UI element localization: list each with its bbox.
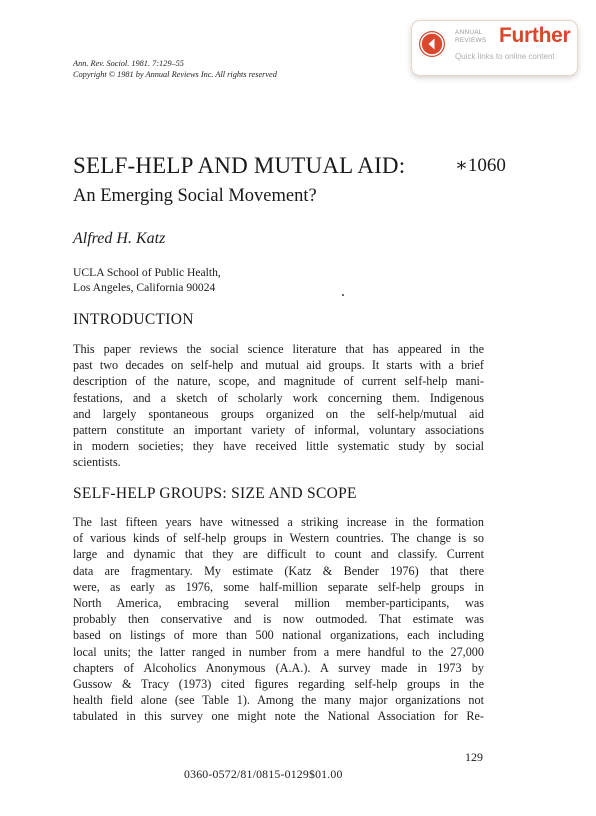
introduction-paragraph xyxy=(73,341,484,471)
text-line: health field alone (see Table 1). Among the many major organizations not xyxy=(73,693,484,708)
article-code: ∗1060 xyxy=(455,155,506,176)
text-line: were, as early as 1976, some half-million separate self-help groups in xyxy=(73,579,484,594)
badge-further-label: Further xyxy=(499,24,571,47)
text-line: The last fifteen years have witnessed a striking increase in the formation xyxy=(73,515,484,529)
journal-citation-block xyxy=(73,58,277,80)
text-line: local units; the latter ranged in number from a mere handful to the 27,000 xyxy=(73,644,484,659)
affiliation-line: Los Angeles, California 90024 xyxy=(73,280,216,294)
section-heading-introduction: INTRODUCTION xyxy=(73,311,194,328)
text-line: festations, and a sketch of scholarly work concerning them. Indigenous xyxy=(73,390,484,405)
text-line: Gussow & Tracy (1973) cited figures regarding self-help groups in the xyxy=(73,676,484,691)
further-reading-badge[interactable] xyxy=(411,20,578,76)
text-line: tabulated in this survey one might note the National Association for Re- xyxy=(73,709,484,724)
badge-publisher xyxy=(455,29,486,45)
affiliation-line: UCLA School of Public Health, xyxy=(73,266,221,279)
text-line: probably then conservative and is now outmoded. That estimate was xyxy=(73,612,484,627)
text-line: scientists. xyxy=(73,455,121,470)
journal-citation: Ann. Rev. Sociol. 1981. 7:129–55 xyxy=(73,59,184,68)
author-name: Alfred H. Katz xyxy=(73,230,166,247)
text-line: and largely spontaneous groups organized on the self-help/mutual aid xyxy=(73,406,484,421)
text-line: based on listings of more than 500 national organizations, each including xyxy=(73,628,484,643)
section-heading-size-and-scope: SELF-HELP GROUPS: SIZE AND SCOPE xyxy=(73,485,357,502)
text-line: chapters of Alcoholics Anonymous (A.A.). A survey made in 1973 by xyxy=(73,660,484,675)
footer-code: 0360-0572/81/0815-0129$01.00 xyxy=(184,767,343,781)
badge-annual-label: ANNUAL xyxy=(455,29,483,36)
text-line: past two decades on self-help and mutual aid groups. It starts with a brief xyxy=(73,358,484,373)
article-subtitle: An Emerging Social Movement? xyxy=(73,186,317,206)
copyright-notice: Copyright © 1981 by Annual Reviews Inc. All rights reserved xyxy=(73,70,277,79)
text-line: large and dynamic that they are difficult to count and classify. Current xyxy=(73,547,484,562)
badge-subtitle: Quick links to online content xyxy=(455,52,555,61)
text-line: This paper reviews the social science literature that has appeared in the xyxy=(73,342,484,356)
page-number: 129 xyxy=(465,750,483,764)
text-line: data are fragmentary. My estimate (Katz & Bender 1976) that there xyxy=(73,563,484,578)
text-line: North America, embracing several million member-participants, was xyxy=(73,595,484,610)
text-line: in modern societies; they have received little systematic study by social xyxy=(73,439,484,454)
play-arrow-icon xyxy=(419,31,445,57)
text-line: of various kinds of self-help groups in Western countries. The change is so xyxy=(73,531,484,546)
text-line: description of the nature, scope, and magnitude of current self-help mani- xyxy=(73,374,484,389)
author-affiliation xyxy=(73,266,221,295)
stray-mark xyxy=(342,294,344,296)
text-line: pattern constitute an important variety of informal, voluntary associations xyxy=(73,422,484,437)
badge-reviews-label: REVIEWS xyxy=(455,37,487,44)
article-title: SELF-HELP AND MUTUAL AID: xyxy=(73,153,406,178)
size-scope-paragraph xyxy=(73,514,484,724)
